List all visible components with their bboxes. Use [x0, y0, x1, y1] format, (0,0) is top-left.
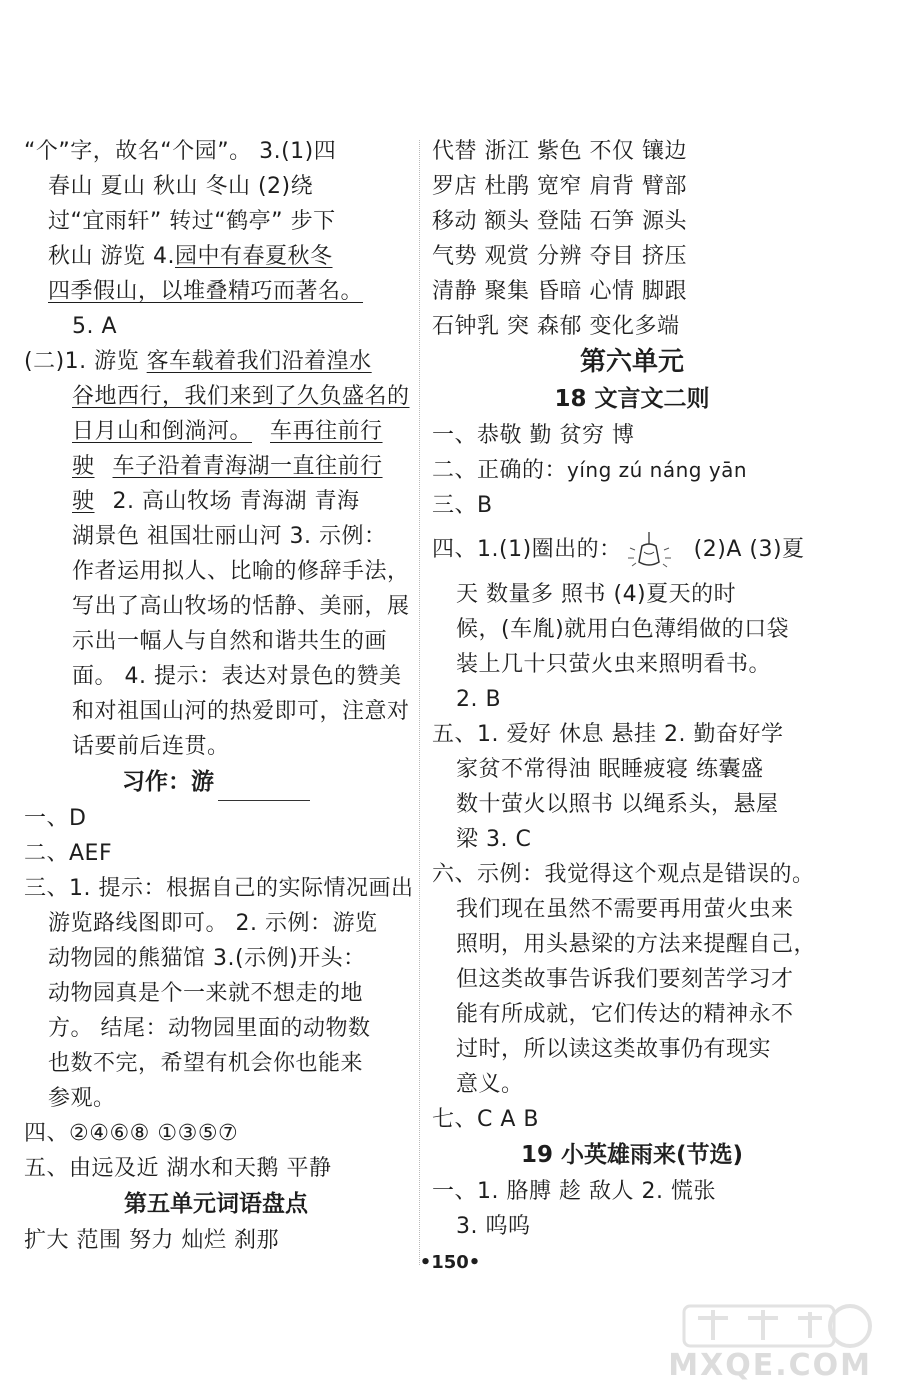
lamp-bag-icon	[622, 530, 676, 570]
underlined-text: 驶	[72, 454, 95, 479]
answer-line: 代替 浙江 紫色 不仅 镶边	[432, 139, 687, 164]
answer-line: 但这类故事告诉我们要刻苦学习才	[456, 967, 794, 992]
underlined-text: 驶	[72, 489, 95, 514]
answer-line: 四、1.(1)圈出的： (2)A (3)夏	[432, 523, 832, 577]
answer-line: 六、示例：我觉得这个观点是错误的。	[432, 862, 815, 887]
underlined-text: 园中有春夏秋冬	[174, 244, 333, 269]
answer-line: 五、1. 爱好 休息 悬挂 2. 勤奋好学	[432, 722, 784, 747]
answer-line: 三、1. 提示：根据自己的实际情况画出	[24, 876, 414, 901]
watermark-text: MXQE.COM	[668, 1348, 872, 1383]
answer-line: 游览路线图即可。 2. 示例：游览	[48, 911, 378, 936]
section-heading: 第五单元词语盘点	[124, 1191, 308, 1217]
underlined-text: 四季假山，以堆叠精巧而著名。	[48, 279, 364, 304]
underlined-text: 谷地西行，我们来到了久负盛名的	[72, 384, 410, 409]
answer-line: 过“宜雨轩” 转过“鹤亭” 步下	[48, 209, 336, 234]
answer-line: 候，(车胤)就用白色薄绢做的口袋	[456, 617, 790, 642]
answer-line	[24, 344, 408, 379]
page-number: •150•	[419, 1252, 481, 1273]
answer-line	[24, 449, 408, 484]
answer-line: 数十萤火以照书 以绳系头，悬屋	[456, 792, 779, 817]
answer-line: 七、C A B	[432, 1107, 539, 1132]
answer-line: 过时，所以读这类故事仍有现实	[456, 1037, 772, 1062]
answer-line: 二、AEF	[24, 841, 113, 866]
answer-line: 五、由远及近 湖水和天鹅 平静	[24, 1156, 332, 1181]
answer-line: 天 数量多 照书 (4)夏天的时	[456, 582, 737, 607]
unit-heading: 第六单元	[579, 347, 684, 377]
answer-line: 能有所成就，它们传达的精神永不	[456, 1002, 794, 1027]
pinyin-text: yíng zú náng yān	[567, 458, 748, 482]
answer-line	[24, 414, 408, 449]
answer-line: 和对祖国山河的热爱即可，注意对	[72, 699, 410, 724]
answer-text: 2. 高山牧场 青海湖 青海	[112, 489, 360, 514]
answer-line: 一、1. 胳膊 趁 敌人 2. 慌张	[432, 1179, 716, 1204]
column-divider	[419, 140, 420, 1265]
blank-line	[218, 778, 310, 801]
answer-line	[24, 484, 408, 519]
answer-line: 湖景色 祖国壮丽山河 3. 示例：	[72, 524, 387, 549]
answer-line: “个”字，故名“个园”。 3.(1)四	[24, 139, 337, 164]
answer-line: 示出一幅人与自然和谐共生的画	[72, 629, 388, 654]
answer-line: 5. A	[72, 314, 118, 339]
answer-line: 动物园的熊猫馆 3.(示例)开头：	[48, 946, 366, 971]
answer-line: 也数不完，希望有机会你也能来	[48, 1051, 364, 1076]
underlined-text: 车再往前行	[270, 419, 383, 444]
answer-text: (二)1. 游览	[24, 349, 147, 374]
underlined-text: 日月山和倒淌河。	[72, 419, 253, 444]
answer-line: 二、正确的：yíng zú náng yān	[432, 458, 748, 483]
answer-line: 春山 夏山 秋山 冬山 (2)绕	[48, 174, 314, 199]
answer-line: 梁 3. C	[456, 827, 532, 852]
answer-line: 四、②④⑥⑧ ①③⑤⑦	[24, 1121, 239, 1146]
underlined-text: 车子沿着青海湖一直往前行	[112, 454, 383, 479]
answer-line: 罗店 杜鹃 宽窄 肩背 臂部	[432, 174, 687, 199]
answer-line: 三、B	[432, 493, 493, 518]
left-column	[24, 134, 414, 1258]
answer-line: 2. B	[456, 687, 502, 712]
answer-line: 写出了高山牧场的恬静、美丽，展	[72, 594, 410, 619]
answer-text: 秋山 游览 4.	[48, 244, 175, 269]
section-heading: 习作：游	[24, 764, 408, 801]
answer-line: 动物园真是个一来就不想走的地	[48, 981, 364, 1006]
answer-line: 意义。	[456, 1072, 524, 1097]
answer-line: 装上几十只萤火虫来照明看书。	[456, 652, 772, 677]
answer-line: 移动 额头 登陆 石笋 源头	[432, 209, 687, 234]
answer-line: 方。 结尾：动物园里面的动物数	[48, 1016, 371, 1041]
answer-line: 参观。	[48, 1086, 116, 1111]
answer-line: 我们现在虽然不需要再用萤火虫来	[456, 897, 794, 922]
answer-line: 3. 呜呜	[456, 1214, 531, 1239]
answer-line: 作者运用拟人、比喻的修辞手法，	[72, 559, 410, 584]
right-column	[432, 134, 832, 1244]
answer-line: 扩大 范围 努力 灿烂 刹那	[24, 1228, 279, 1253]
answer-line: 一、恭敬 勤 贫穷 博	[432, 423, 635, 448]
lesson-heading: 19 小英雄雨来(节选)	[520, 1142, 744, 1168]
answer-line: 家贫不常得油 眠睡疲寝 练囊盛	[456, 757, 764, 782]
answer-line: 气势 观赏 分辨 夺目 挤压	[432, 244, 687, 269]
answer-line	[24, 239, 408, 274]
answer-line: 照明，用头悬梁的方法来提醒自己，	[456, 932, 817, 957]
answer-line	[24, 379, 408, 414]
answer-line: 一、D	[24, 806, 87, 831]
answer-line: 石钟乳 突 森郁 变化多端	[432, 314, 680, 339]
answer-line	[24, 274, 408, 309]
answer-line: 面。 4. 提示：表达对景色的赞美	[72, 664, 402, 689]
underlined-text: 客车载着我们沿着湟水	[146, 349, 372, 374]
answer-line: 话要前后连贯。	[72, 734, 230, 759]
lesson-heading: 18 文言文二则	[554, 386, 710, 412]
answer-line: 清静 聚集 昏暗 心情 脚跟	[432, 279, 687, 304]
